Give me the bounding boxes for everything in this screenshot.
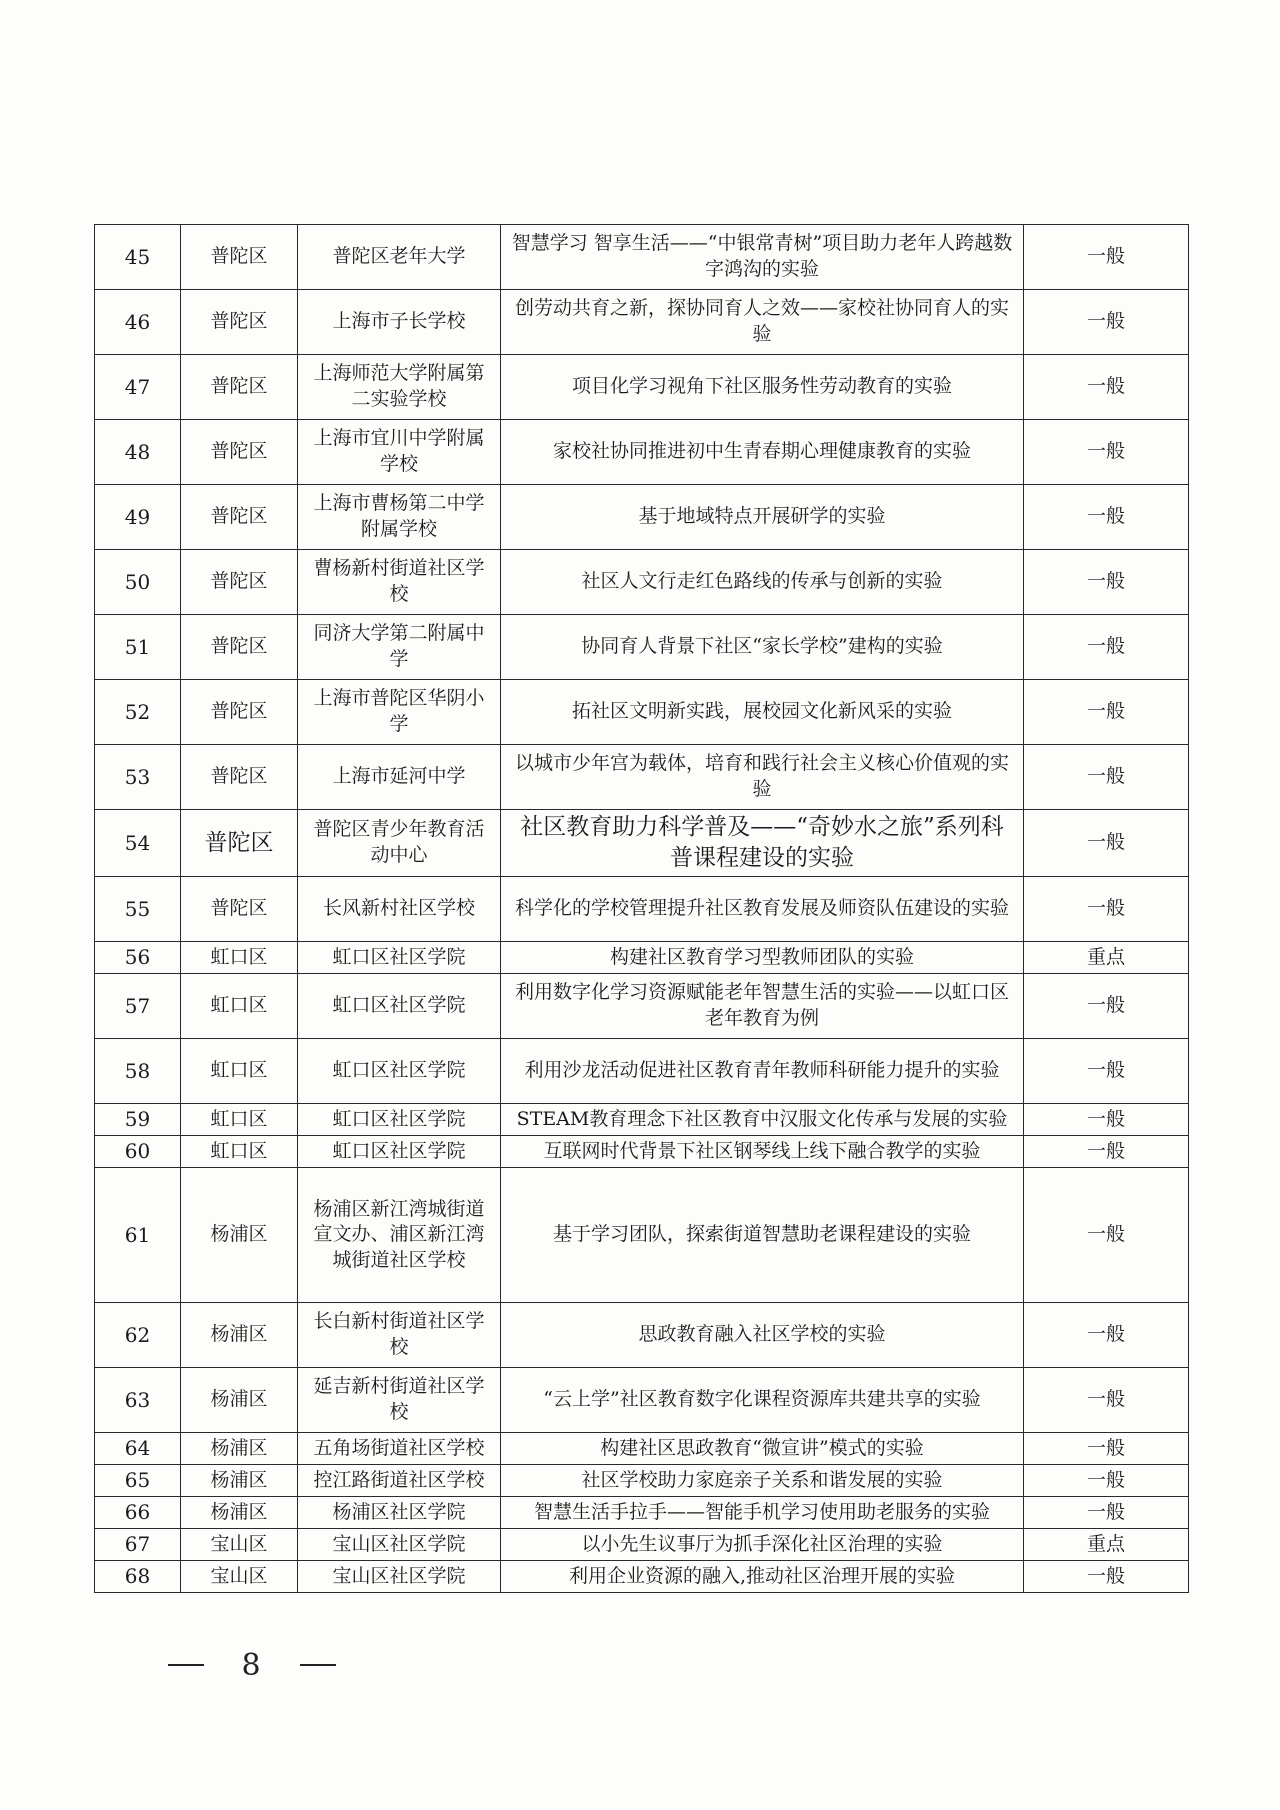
row-number: 65 xyxy=(95,1465,181,1497)
project-cell: 利用沙龙活动促进社区教育青年教师科研能力提升的实验 xyxy=(501,1039,1024,1104)
unit-cell: 杨浦区新江湾城街道宣文办、浦区新江湾城街道社区学校 xyxy=(298,1168,501,1303)
level-cell: 一般 xyxy=(1024,485,1189,550)
unit-cell: 长风新村社区学校 xyxy=(298,877,501,942)
table-row xyxy=(95,1104,1189,1136)
unit-cell: 虹口区社区学院 xyxy=(298,1136,501,1168)
table-row xyxy=(95,1529,1189,1561)
table-row xyxy=(95,745,1189,810)
table-row xyxy=(95,1561,1189,1593)
project-cell: 协同育人背景下社区“家长学校”建构的实验 xyxy=(501,615,1024,680)
project-cell: 基于地域特点开展研学的实验 xyxy=(501,485,1024,550)
table-row xyxy=(95,1168,1189,1303)
level-cell: 一般 xyxy=(1024,1465,1189,1497)
row-number: 62 xyxy=(95,1303,181,1368)
table-row xyxy=(95,810,1189,877)
row-number: 51 xyxy=(95,615,181,680)
project-cell: 思政教育融入社区学校的实验 xyxy=(501,1303,1024,1368)
project-cell: 社区教育助力科学普及——“奇妙水之旅”系列科普课程建设的实验 xyxy=(501,810,1024,877)
level-cell: 一般 xyxy=(1024,1136,1189,1168)
level-cell: 一般 xyxy=(1024,1368,1189,1433)
district-cell: 虹口区 xyxy=(181,1104,298,1136)
row-number: 55 xyxy=(95,877,181,942)
project-cell: 拓社区文明新实践，展校园文化新风采的实验 xyxy=(501,680,1024,745)
unit-cell: 宝山区社区学院 xyxy=(298,1529,501,1561)
unit-cell: 长白新村街道社区学校 xyxy=(298,1303,501,1368)
table-row xyxy=(95,1368,1189,1433)
district-cell: 杨浦区 xyxy=(181,1303,298,1368)
project-cell: 智慧生活手拉手——智能手机学习使用助老服务的实验 xyxy=(501,1497,1024,1529)
row-number: 50 xyxy=(95,550,181,615)
district-cell: 虹口区 xyxy=(181,974,298,1039)
row-number: 54 xyxy=(95,810,181,877)
level-cell: 一般 xyxy=(1024,810,1189,877)
unit-cell: 上海市曹杨第二中学附属学校 xyxy=(298,485,501,550)
dash-left xyxy=(168,1664,204,1666)
unit-cell: 普陀区老年大学 xyxy=(298,225,501,290)
district-cell: 虹口区 xyxy=(181,1039,298,1104)
row-number: 49 xyxy=(95,485,181,550)
project-cell: 构建社区思政教育“微宣讲”模式的实验 xyxy=(501,1433,1024,1465)
project-cell: 家校社协同推进初中生青春期心理健康教育的实验 xyxy=(501,420,1024,485)
unit-cell: 虹口区社区学院 xyxy=(298,1039,501,1104)
level-cell: 一般 xyxy=(1024,225,1189,290)
unit-cell: 上海市子长学校 xyxy=(298,290,501,355)
project-cell: 利用数字化学习资源赋能老年智慧生活的实验——以虹口区老年教育为例 xyxy=(501,974,1024,1039)
project-cell: 智慧学习 智享生活——“中银常青树”项目助力老年人跨越数字鸿沟的实验 xyxy=(501,225,1024,290)
unit-cell: 杨浦区社区学院 xyxy=(298,1497,501,1529)
row-number: 45 xyxy=(95,225,181,290)
unit-cell: 宝山区社区学院 xyxy=(298,1561,501,1593)
district-cell: 宝山区 xyxy=(181,1529,298,1561)
district-cell: 杨浦区 xyxy=(181,1368,298,1433)
district-cell: 普陀区 xyxy=(181,485,298,550)
unit-cell: 上海市宜川中学附属学校 xyxy=(298,420,501,485)
row-number: 57 xyxy=(95,974,181,1039)
level-cell: 一般 xyxy=(1024,1104,1189,1136)
district-cell: 普陀区 xyxy=(181,615,298,680)
level-cell: 一般 xyxy=(1024,290,1189,355)
level-cell: 一般 xyxy=(1024,550,1189,615)
table-row xyxy=(95,615,1189,680)
level-cell: 一般 xyxy=(1024,877,1189,942)
row-number: 59 xyxy=(95,1104,181,1136)
table-row xyxy=(95,1465,1189,1497)
row-number: 63 xyxy=(95,1368,181,1433)
unit-cell: 上海市普陀区华阴小学 xyxy=(298,680,501,745)
table-row xyxy=(95,942,1189,974)
project-cell: STEAM教育理念下社区教育中汉服文化传承与发展的实验 xyxy=(501,1104,1024,1136)
project-cell: “云上学”社区教育数字化课程资源库共建共享的实验 xyxy=(501,1368,1024,1433)
level-cell: 一般 xyxy=(1024,745,1189,810)
table-row xyxy=(95,225,1189,290)
level-cell: 一般 xyxy=(1024,420,1189,485)
district-cell: 杨浦区 xyxy=(181,1433,298,1465)
dash-right xyxy=(300,1664,336,1666)
unit-cell: 同济大学第二附属中学 xyxy=(298,615,501,680)
table-row xyxy=(95,1303,1189,1368)
level-cell: 一般 xyxy=(1024,1303,1189,1368)
row-number: 48 xyxy=(95,420,181,485)
row-number: 61 xyxy=(95,1168,181,1303)
table-row xyxy=(95,355,1189,420)
row-number: 66 xyxy=(95,1497,181,1529)
table-row xyxy=(95,550,1189,615)
unit-cell: 控江路街道社区学校 xyxy=(298,1465,501,1497)
project-cell: 创劳动共育之新，探协同育人之效——家校社协同育人的实验 xyxy=(501,290,1024,355)
project-cell: 互联网时代背景下社区钢琴线上线下融合教学的实验 xyxy=(501,1136,1024,1168)
district-cell: 杨浦区 xyxy=(181,1168,298,1303)
row-number: 46 xyxy=(95,290,181,355)
district-cell: 普陀区 xyxy=(181,550,298,615)
level-cell: 一般 xyxy=(1024,1168,1189,1303)
table-row xyxy=(95,680,1189,745)
district-cell: 虹口区 xyxy=(181,1136,298,1168)
district-cell: 普陀区 xyxy=(181,225,298,290)
level-cell: 重点 xyxy=(1024,1529,1189,1561)
district-cell: 普陀区 xyxy=(181,745,298,810)
project-cell: 利用企业资源的融入,推动社区治理开展的实验 xyxy=(501,1561,1024,1593)
table-row xyxy=(95,1039,1189,1104)
district-cell: 普陀区 xyxy=(181,810,298,877)
table-row xyxy=(95,1497,1189,1529)
level-cell: 重点 xyxy=(1024,942,1189,974)
unit-cell: 延吉新村街道社区学校 xyxy=(298,1368,501,1433)
district-cell: 普陀区 xyxy=(181,680,298,745)
table-row xyxy=(95,485,1189,550)
table-row xyxy=(95,420,1189,485)
project-cell: 社区学校助力家庭亲子关系和谐发展的实验 xyxy=(501,1465,1024,1497)
project-cell: 基于学习团队，探索街道智慧助老课程建设的实验 xyxy=(501,1168,1024,1303)
district-cell: 杨浦区 xyxy=(181,1465,298,1497)
district-cell: 虹口区 xyxy=(181,942,298,974)
unit-cell: 上海师范大学附属第二实验学校 xyxy=(298,355,501,420)
unit-cell: 曹杨新村街道社区学校 xyxy=(298,550,501,615)
level-cell: 一般 xyxy=(1024,1561,1189,1593)
row-number: 68 xyxy=(95,1561,181,1593)
unit-cell: 上海市延河中学 xyxy=(298,745,501,810)
project-cell: 科学化的学校管理提升社区教育发展及师资队伍建设的实验 xyxy=(501,877,1024,942)
level-cell: 一般 xyxy=(1024,615,1189,680)
project-cell: 社区人文行走红色路线的传承与创新的实验 xyxy=(501,550,1024,615)
unit-cell: 虹口区社区学院 xyxy=(298,974,501,1039)
district-cell: 普陀区 xyxy=(181,355,298,420)
district-cell: 普陀区 xyxy=(181,290,298,355)
page-number: 8 xyxy=(241,1647,263,1683)
level-cell: 一般 xyxy=(1024,355,1189,420)
table-row xyxy=(95,290,1189,355)
unit-cell: 虹口区社区学院 xyxy=(298,942,501,974)
table-row xyxy=(95,974,1189,1039)
row-number: 53 xyxy=(95,745,181,810)
row-number: 47 xyxy=(95,355,181,420)
table-row xyxy=(95,1433,1189,1465)
project-cell: 以城市少年宫为载体，培育和践行社会主义核心价值观的实验 xyxy=(501,745,1024,810)
district-cell: 普陀区 xyxy=(181,877,298,942)
project-cell: 以小先生议事厅为抓手深化社区治理的实验 xyxy=(501,1529,1024,1561)
district-cell: 普陀区 xyxy=(181,420,298,485)
row-number: 64 xyxy=(95,1433,181,1465)
page-footer xyxy=(168,1646,336,1683)
district-cell: 杨浦区 xyxy=(181,1497,298,1529)
project-cell: 构建社区教育学习型教师团队的实验 xyxy=(501,942,1024,974)
row-number: 58 xyxy=(95,1039,181,1104)
row-number: 56 xyxy=(95,942,181,974)
row-number: 60 xyxy=(95,1136,181,1168)
level-cell: 一般 xyxy=(1024,1039,1189,1104)
level-cell: 一般 xyxy=(1024,1497,1189,1529)
row-number: 67 xyxy=(95,1529,181,1561)
row-number: 52 xyxy=(95,680,181,745)
district-cell: 宝山区 xyxy=(181,1561,298,1593)
level-cell: 一般 xyxy=(1024,1433,1189,1465)
project-cell: 项目化学习视角下社区服务性劳动教育的实验 xyxy=(501,355,1024,420)
project-table xyxy=(94,224,1189,1593)
level-cell: 一般 xyxy=(1024,974,1189,1039)
unit-cell: 五角场街道社区学校 xyxy=(298,1433,501,1465)
unit-cell: 虹口区社区学院 xyxy=(298,1104,501,1136)
table-row xyxy=(95,877,1189,942)
table-row xyxy=(95,1136,1189,1168)
level-cell: 一般 xyxy=(1024,680,1189,745)
unit-cell: 普陀区青少年教育活动中心 xyxy=(298,810,501,877)
